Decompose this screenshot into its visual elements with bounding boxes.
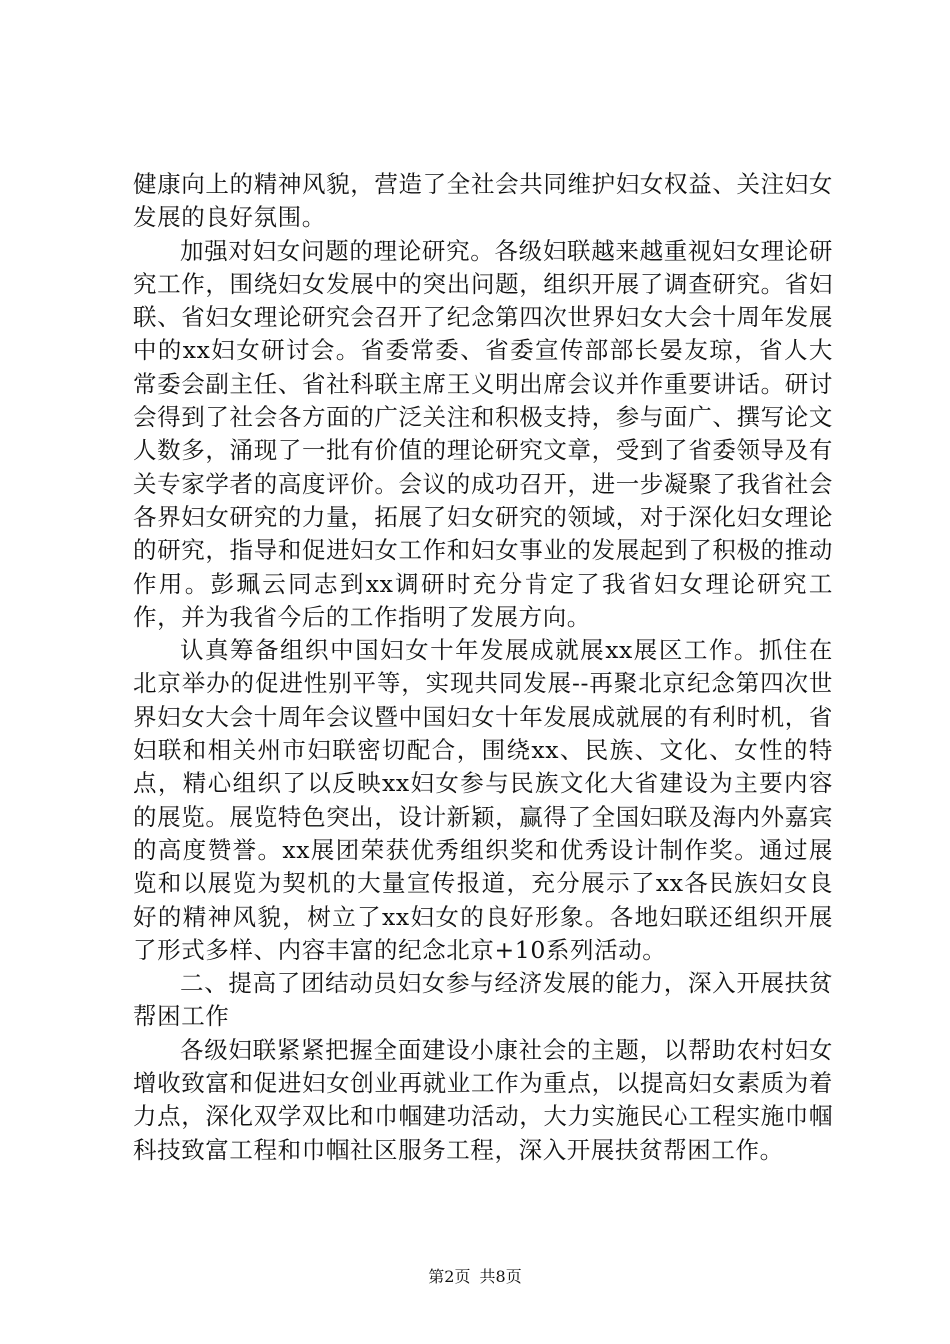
paragraph-2: 加强对妇女问题的理论研究。各级妇联越来越重视妇女理论研究工作，围绕妇女发展中的突出问题，组织开展了调查研究。省妇联、省妇女理论研究会召开了纪念第四次世界妇女大会十周年发展中的xx妇女研讨会。省委常委、省委宣传部部长晏友琼，省人大常委会副主任、省社科联主席王义明出席会议并作重要讲话。研讨会得到了社会各方面的广泛关注和积极支持，参与面广、撰写论文人数多，涌现了一批有价值的理论研究文章，受到了省委领导及有关专家学者的高度评价。会议的成功召开，进一步凝聚了我省社会各界妇女研究的力量，拓展了妇女研究的领域，对于深化妇女理论的研究，指导和促进妇女工作和妇女事业的发展起到了积极的推动作用。彭珮云同志到xx调研时充分肯定了我省妇女理论研究工作，并为我省今后的工作指明了发展方向。 <box>133 236 833 631</box>
section-heading: 二、提高了团结动员妇女参与经济发展的能力，深入开展扶贫帮困工作 <box>133 969 833 1031</box>
paragraph-1: 健康向上的精神风貌，营造了全社会共同维护妇女权益、关注妇女发展的良好氛围。 <box>133 170 833 232</box>
page-total: 共8页 <box>479 1267 522 1286</box>
page-footer <box>0 1267 950 1287</box>
document-body <box>133 168 833 1167</box>
page-number: 第2页 <box>428 1267 471 1286</box>
paragraph-3: 认真筹备组织中国妇女十年发展成就展xx展区工作。抓住在北京举办的促进性别平等，实现共同发展--再聚北京纪念第四次世界妇女大会十周年会议暨中国妇女十年发展成就展的有利时机，省妇联和相关州市妇联密切配合，围绕xx、民族、文化、女性的特点，精心组织了以反映xx妇女参与民族文化大省建设为主要内容的展览。展览特色突出，设计新颖，赢得了全国妇联及海内外嘉宾的高度赞誉。xx展团荣获优秀组织奖和优秀设计制作奖。通过展览和以展览为契机的大量宣传报道，充分展示了xx各民族妇女良好的精神风貌，树立了xx妇女的良好形象。各地妇联还组织开展了形式多样、内容丰富的纪念北京+10系列活动。 <box>133 636 833 964</box>
paragraph-4: 各级妇联紧紧把握全面建设小康社会的主题，以帮助农村妇女增收致富和促进妇女创业再就业工作为重点，以提高妇女素质为着力点，深化双学双比和巾帼建功活动，大力实施民心工程实施巾帼科技致富工程和巾帼社区服务工程，深入开展扶贫帮困工作。 <box>133 1035 833 1164</box>
